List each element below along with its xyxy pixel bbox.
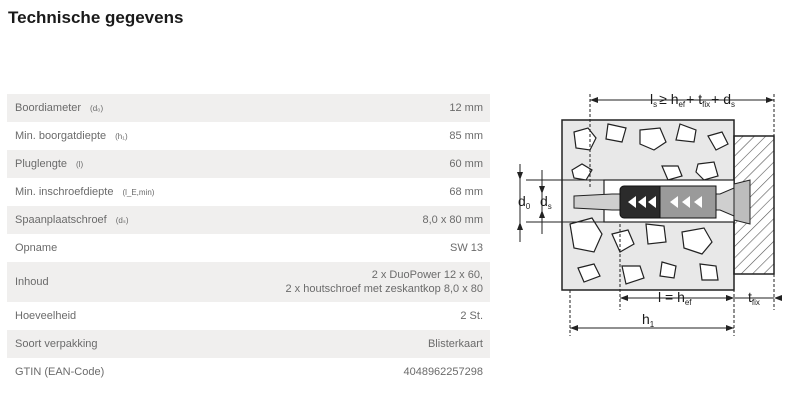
spec-label: Min. inschroefdiepte (l_E,min)	[15, 186, 155, 198]
dim-ls-fix: fix	[702, 100, 711, 109]
dim-ls-symbol: l	[650, 91, 654, 107]
dim-ls-ds: s	[730, 100, 735, 109]
dim-l-symbol: l = h	[658, 289, 685, 305]
dim-ls-plus-d: + d	[711, 91, 731, 107]
dim-ds-symbol: d	[540, 193, 548, 209]
dim-d0-symbol: d	[518, 193, 526, 209]
spec-value: 85 mm	[449, 130, 483, 142]
dim-ls-sub: s	[653, 100, 658, 109]
spec-symbol: (d₀)	[90, 104, 104, 113]
dim-ds-sub: s	[547, 202, 552, 211]
spec-value-line: 2 x DuoPower 12 x 60,	[371, 269, 483, 281]
svg-text:tfix	[748, 289, 760, 307]
installation-diagram	[512, 84, 800, 344]
spec-row-verpakking	[7, 330, 490, 358]
spec-value-line: 2 x houtschroef met zeskantkop 8,0 x 80	[285, 283, 483, 295]
spec-label: Soort verpakking	[15, 338, 98, 350]
spec-row-inhoud	[7, 262, 490, 302]
svg-text:ds	[540, 193, 552, 211]
spec-value: 2 St.	[460, 310, 483, 322]
spec-value: 4048962257298	[403, 366, 483, 378]
spec-symbol: (l)	[76, 160, 84, 169]
spec-row-opname	[7, 234, 490, 262]
dim-tfix-sub: fix	[751, 298, 760, 307]
spec-label: Hoeveelheid	[15, 310, 77, 322]
svg-text:l = hef	[658, 289, 692, 307]
spec-row-boordiameter	[7, 94, 490, 122]
spec-row-boorgatdiepte	[7, 122, 490, 150]
dim-d0-sub: 0	[525, 202, 531, 211]
dim-l-sub: ef	[684, 298, 692, 307]
spec-row-pluglengte	[7, 150, 490, 178]
spec-row-inschroefdiepte	[7, 178, 490, 206]
svg-text:h1	[642, 311, 655, 329]
installation-diagram-svg	[512, 84, 800, 344]
spec-row-hoeveelheid	[7, 302, 490, 330]
spec-label: Boordiameter (d₀)	[15, 102, 104, 114]
spec-label: Opname	[15, 242, 58, 254]
dim-h1-symbol: h	[642, 311, 650, 327]
spec-row-gtin	[7, 358, 490, 386]
spec-value	[285, 268, 483, 296]
screw-head	[734, 180, 750, 224]
spec-value: Blisterkaart	[427, 338, 483, 350]
svg-text:ls≥ hef+ tfix+ ds	[650, 91, 735, 109]
spec-value: 60 mm	[449, 158, 483, 170]
spec-value: 8,0 x 80 mm	[422, 214, 483, 226]
dim-tfix-symbol: t	[748, 289, 752, 305]
section-title: Technische gegevens	[8, 8, 184, 27]
spec-row-spaanplaatschroef	[7, 206, 490, 234]
spec-value: 12 mm	[449, 102, 483, 114]
spec-label: Min. boorgatdiepte (h₁)	[15, 130, 128, 142]
spec-symbol: (dₛ)	[115, 216, 129, 225]
spec-value: SW 13	[449, 242, 483, 254]
spec-label: Pluglengte (l)	[15, 158, 84, 170]
spec-symbol: (h₁)	[115, 132, 128, 141]
spec-value: 68 mm	[449, 186, 483, 198]
dim-ls-ge: ≥ h	[659, 91, 679, 107]
dim-ls-ef: ef	[678, 100, 686, 109]
spec-label: GTIN (EAN-Code)	[15, 366, 105, 378]
svg-text:d0	[518, 193, 531, 211]
specs-table	[7, 94, 490, 386]
spec-symbol: (l_E,min)	[122, 188, 155, 197]
dim-ls-plus-t: + t	[686, 91, 703, 107]
spec-label: Inhoud	[15, 276, 49, 288]
spec-label: Spaanplaatschroef (dₛ)	[15, 214, 129, 226]
dim-h1-sub: 1	[649, 320, 655, 329]
